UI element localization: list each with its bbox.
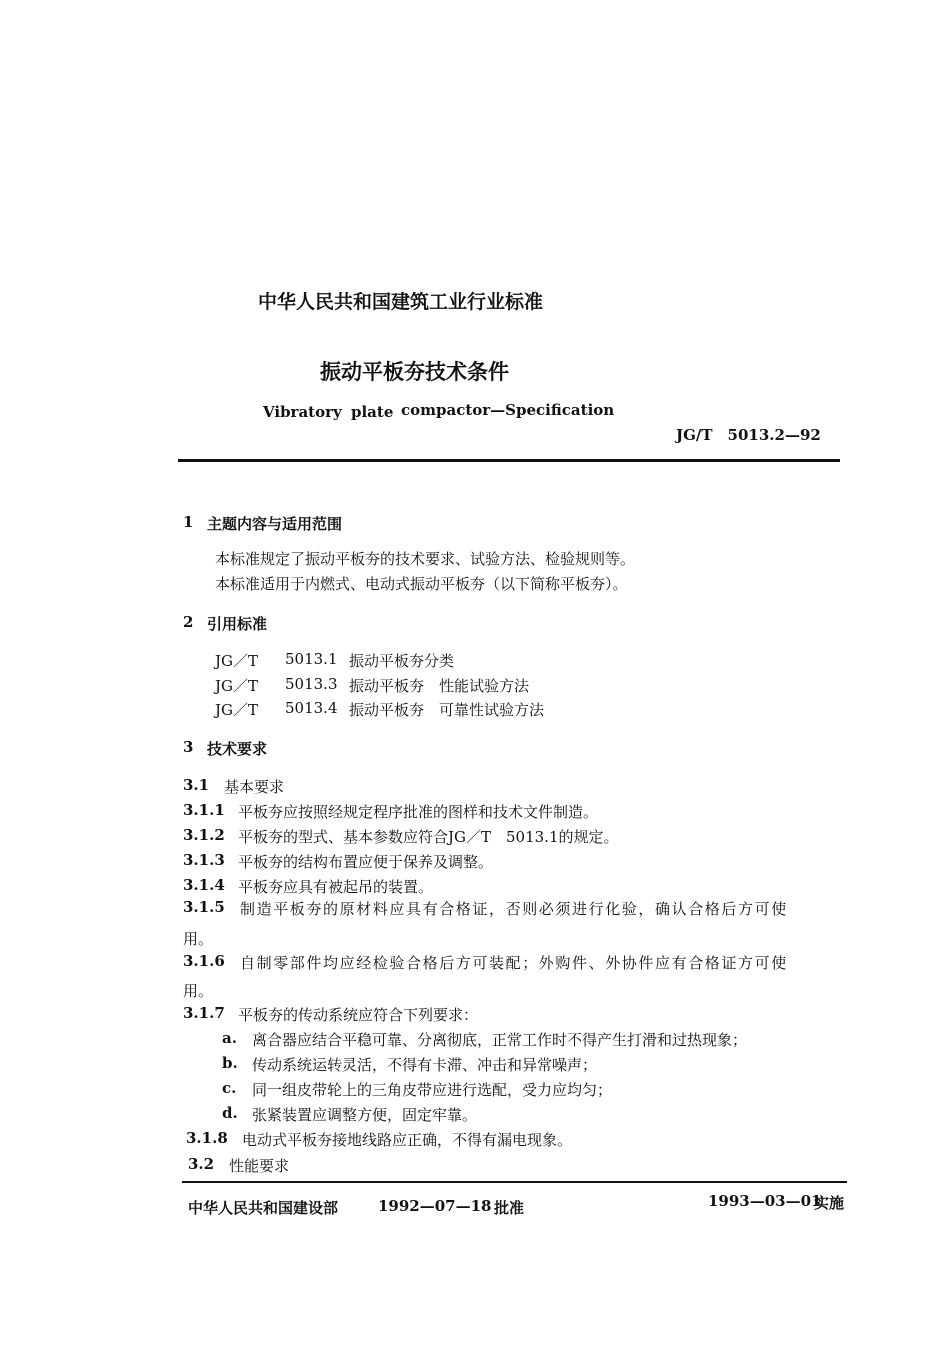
ref-name: 振动平板夯 可靠性试验方法: [349, 701, 545, 719]
approve-label: 批准: [494, 1199, 525, 1217]
clause-number: 3.1.3: [183, 851, 225, 869]
ref-number: 5013.3: [285, 675, 338, 693]
section-1-heading: 主题内容与适用范围: [207, 515, 343, 533]
issuer: 中华人民共和国建设部: [188, 1199, 339, 1217]
section-2-heading: 引用标准: [207, 615, 268, 633]
clause-number: 3.1.8: [186, 1129, 228, 1147]
implementation-date: 1993—03—01: [708, 1192, 822, 1210]
ref-number: 5013.4: [285, 699, 338, 717]
clause-text: 基本要求: [224, 778, 285, 796]
clause-number: 3.1.2: [183, 826, 225, 844]
title-en-word-2: plate: [351, 403, 394, 421]
ref-number: 5013.1: [285, 650, 338, 668]
clause-text: 性能要求: [229, 1157, 290, 1175]
section-1-paragraph-2: 本标准适用于内燃式、电动式振动平板夯（以下简称平板夯）。: [215, 575, 628, 593]
clause-number: 3.1.6: [183, 952, 225, 970]
list-marker: c.: [222, 1079, 237, 1097]
clause-number: 3.2: [188, 1155, 215, 1173]
ref-name: 振动平板夯 性能试验方法: [349, 677, 530, 695]
ref-code: JG／T: [215, 652, 259, 670]
org-title: 中华人民共和国建筑工业行业标准: [258, 291, 544, 313]
clause-text: 平板夯应按照经规定程序批准的图样和技术文件制造。: [238, 803, 599, 821]
clause-text: 平板夯的结构布置应便于保养及调整。: [238, 853, 494, 871]
list-marker: b.: [222, 1054, 238, 1072]
clause-number: 3.1.4: [183, 876, 225, 894]
clause-text: 自制零部件均应经检验合格后方可装配；外购件、外协件应有合格证方可使: [240, 954, 788, 972]
clause-text: 平板夯的传动系统应符合下列要求：: [238, 1006, 479, 1024]
section-2-number: 2: [183, 613, 194, 631]
list-item-text: 张紧装置应调整方便，固定牢靠。: [252, 1106, 478, 1124]
clause-text: 平板夯应具有被起吊的装置。: [238, 878, 434, 896]
title-en-word-1: Vibratory: [263, 403, 342, 421]
clause-text: 制造平板夯的原材料应具有合格证，否则必须进行化验，确认合格后方可使: [240, 900, 788, 918]
list-marker: a.: [222, 1029, 237, 1047]
list-marker: d.: [222, 1104, 238, 1122]
ref-code: JG／T: [215, 701, 259, 719]
section-1-paragraph-1: 本标准规定了振动平板夯的技术要求、试验方法、检验规则等。: [215, 550, 636, 568]
document-title: 振动平板夯技术条件: [320, 360, 509, 384]
section-3-heading: 技术要求: [207, 740, 268, 758]
list-item-text: 传动系统运转灵活，不得有卡滞、冲击和异常噪声；: [252, 1056, 598, 1074]
clause-text-continued: 用。: [183, 930, 214, 948]
ref-code: JG／T: [215, 677, 259, 695]
standard-number: JG/T 5013.2—92: [676, 426, 821, 444]
clause-text-continued: 用。: [183, 982, 214, 1000]
header-rule: [178, 459, 840, 462]
approve-date: 1992—07—18: [378, 1197, 492, 1215]
implementation-label: 实施: [814, 1194, 845, 1212]
list-item-text: 同一组皮带轮上的三角皮带应进行选配，受力应均匀；: [252, 1081, 613, 1099]
clause-number: 3.1.7: [183, 1004, 225, 1022]
list-item-text: 离合器应结合平稳可靠、分离彻底，正常工作时不得产生打滑和过热现象；: [252, 1031, 748, 1049]
section-1-number: 1: [183, 513, 194, 531]
footer-rule: [182, 1181, 847, 1183]
clause-number: 3.1.5: [183, 898, 225, 916]
ref-name: 振动平板夯分类: [349, 652, 455, 670]
clause-number: 3.1: [183, 776, 210, 794]
title-en-word-3: compactor—Specification: [401, 401, 615, 419]
clause-text: 电动式平板夯接地线路应正确，不得有漏电现象。: [242, 1131, 573, 1149]
section-3-number: 3: [183, 738, 194, 756]
clause-number: 3.1.1: [183, 801, 225, 819]
clause-text: 平板夯的型式、基本参数应符合JG／T 5013.1的规定。: [238, 828, 619, 846]
